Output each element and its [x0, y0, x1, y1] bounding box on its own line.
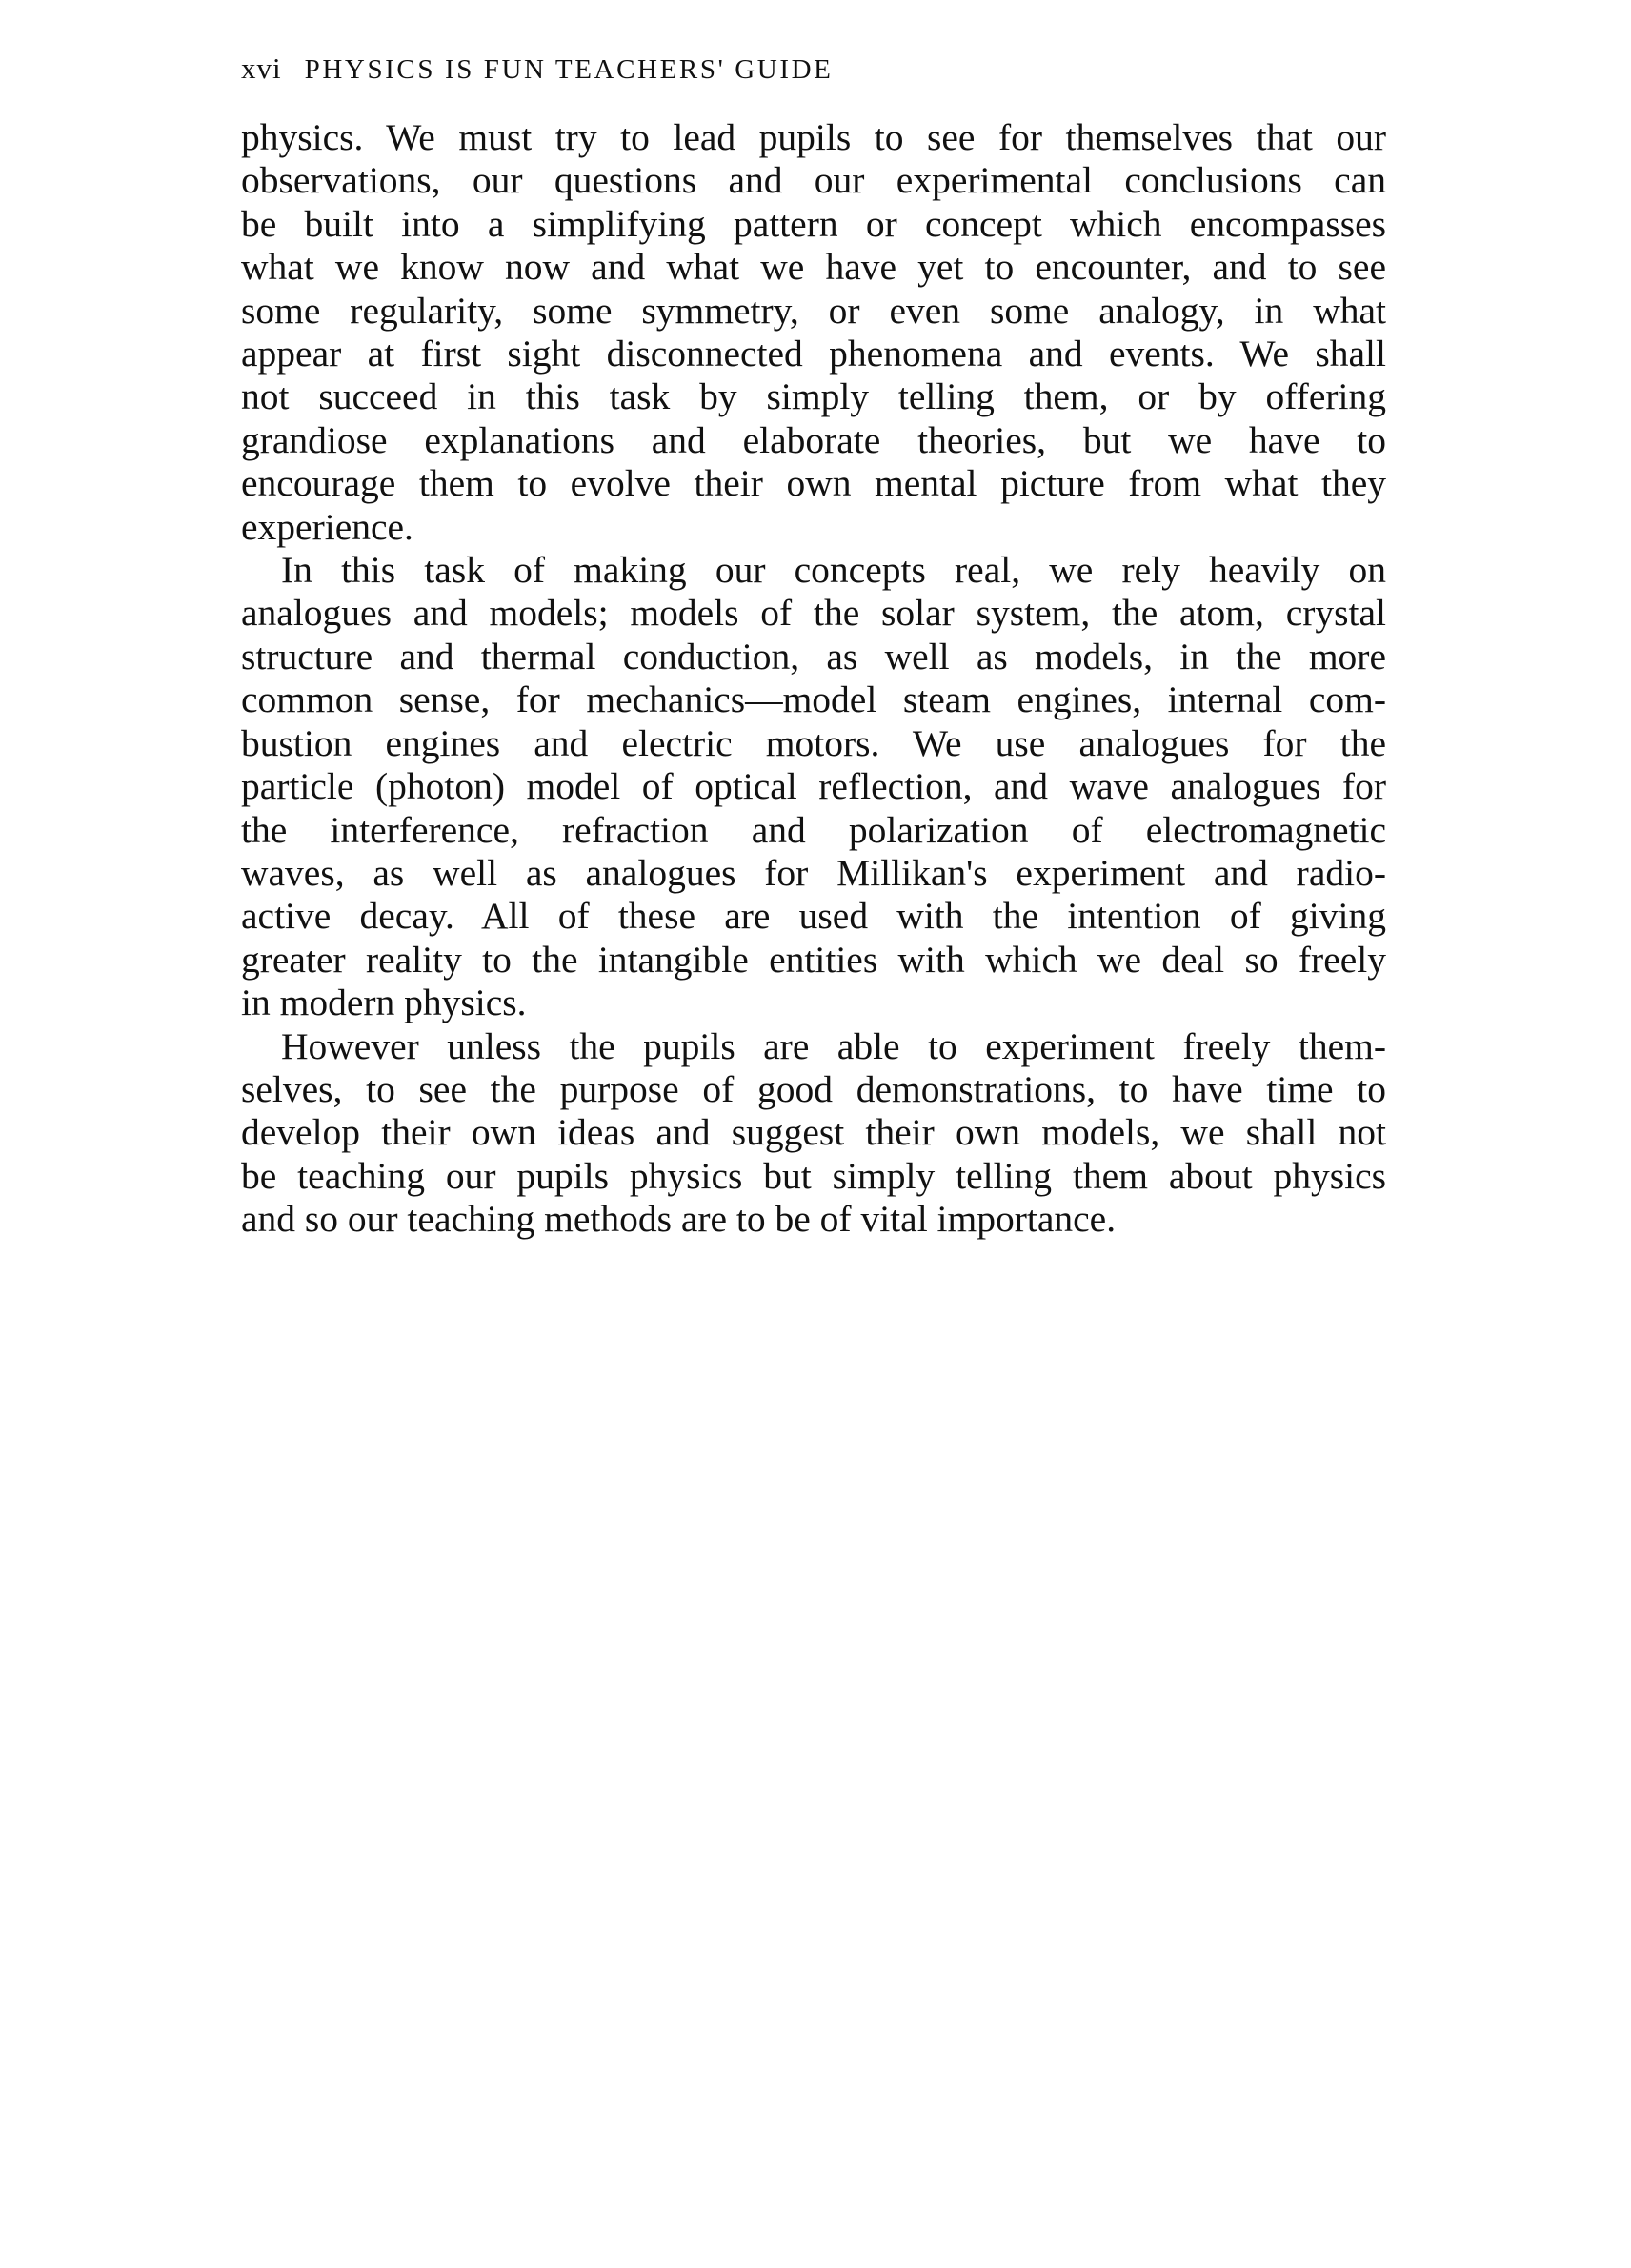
text-line: analogues and models; models of the solar system, the atom, crystal	[241, 592, 1386, 635]
paragraph-2	[241, 549, 1386, 1024]
text-line: some regularity, some symmetry, or even some analogy, in what	[241, 289, 1386, 332]
text-line: experience.	[241, 505, 413, 548]
text-line: physics. We must try to lead pupils to see for themselves that our	[241, 116, 1386, 158]
text-line: particle (photon) model of optical reflection, and wave analogues for	[241, 765, 1386, 808]
text-line: be built into a simplifying pattern or concept which encompasses	[241, 202, 1386, 245]
book-page	[241, 50, 1386, 1242]
text-line: structure and thermal conduction, as well as models, in the more	[241, 635, 1386, 678]
text-line: not succeed in this task by simply telling them, or by offering	[241, 375, 1386, 418]
text-line: what we know now and what we have yet to encounter, and to see	[241, 246, 1386, 289]
running-head	[241, 50, 1386, 88]
text-line: selves, to see the purpose of good demonstrations, to have time to	[241, 1067, 1386, 1110]
text-line: However unless the pupils are able to experiment freely them-	[281, 1024, 1386, 1067]
text-line: in modern physics.	[241, 982, 527, 1024]
text-line: common sense, for mechanics—model steam engines, internal com-	[241, 678, 1386, 721]
paragraph-1	[241, 116, 1386, 549]
text-line: the interference, refraction and polarization of electromagnetic	[241, 808, 1386, 851]
text-line: grandiose explanations and elaborate theories, but we have to	[241, 418, 1386, 461]
text-line: greater reality to the intangible entities with which we deal so freely	[241, 938, 1386, 981]
book-title: PHYSICS IS FUN TEACHERS' GUIDE	[304, 54, 834, 85]
text-line: observations, our questions and our experimental conclusions can	[241, 159, 1386, 202]
paragraph-3	[241, 1025, 1386, 1242]
text-line: bustion engines and electric motors. We use analogues for the	[241, 721, 1386, 764]
text-line: waves, as well as analogues for Millikan's experiment and radio-	[241, 851, 1386, 894]
text-line: appear at first sight disconnected phenomena and events. We shall	[241, 333, 1386, 375]
page-number: xvi	[241, 51, 282, 85]
text-line: be teaching our pupils physics but simply telling them about physics	[241, 1154, 1386, 1197]
text-line: develop their own ideas and suggest their own models, we shall not	[241, 1111, 1386, 1154]
text-line: and so our teaching methods are to be of vital importance.	[241, 1198, 1117, 1241]
text-line: In this task of making our concepts real, we rely heavily on	[281, 549, 1386, 592]
text-line: encourage them to evolve their own mental picture from what they	[241, 462, 1386, 505]
text-line: active decay. All of these are used with the intention of giving	[241, 895, 1386, 938]
